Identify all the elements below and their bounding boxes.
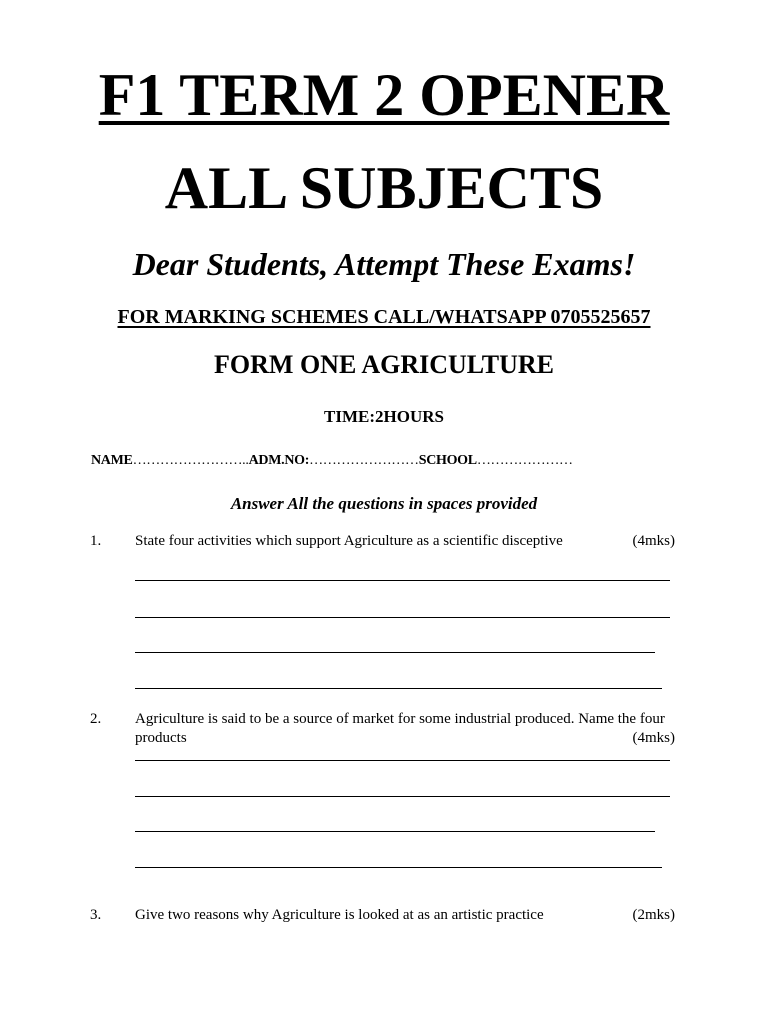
answer-line[interactable] [135,867,662,868]
time-allowed: TIME:2HOURS [324,407,444,426]
question-2-marks: (4mks) [632,730,675,746]
question-2-text-line-2: products [135,730,187,746]
name-blank: …………………….. [132,453,249,468]
question-2-number: 2. [90,711,102,727]
school-label: SCHOOL [418,453,477,468]
instructions: Answer All the questions in spaces provided [230,494,538,513]
school-blank: ………………… [476,453,573,468]
question-1-text: State four activities which support Agriculture as a scientific disceptive [135,533,563,549]
question-1-number: 1. [90,533,102,549]
answer-line[interactable] [135,760,670,761]
exam-subtitle-all-subjects: ALL SUBJECTS [164,155,604,221]
question-3-text: Give two reasons why Agriculture is looked at as an artistic practice [135,907,544,923]
greeting-line: Dear Students, Attempt These Exams! [132,246,636,282]
adm-no-blank: …………………… [309,453,419,468]
subject-heading: FORM ONE AGRICULTURE [214,350,554,379]
question-3-number: 3. [90,907,102,923]
answer-line[interactable] [135,652,655,653]
exam-title: F1 TERM 2 OPENER [98,62,670,128]
name-label: NAME [91,453,133,468]
student-details-line [91,451,573,471]
question-2-text-line-1: Agriculture is said to be a source of market for some industrial produced. Name the four [135,711,665,727]
question-3-marks: (2mks) [632,907,675,923]
adm-no-label: ADM.NO: [248,453,310,468]
answer-line[interactable] [135,617,670,618]
answer-line[interactable] [135,688,662,689]
answer-line[interactable] [135,831,655,832]
answer-line[interactable] [135,580,670,581]
question-1-marks: (4mks) [632,533,675,549]
answer-line[interactable] [135,796,670,797]
marking-scheme-contact: FOR MARKING SCHEMES CALL/WHATSAPP 0705525657 [117,306,651,328]
